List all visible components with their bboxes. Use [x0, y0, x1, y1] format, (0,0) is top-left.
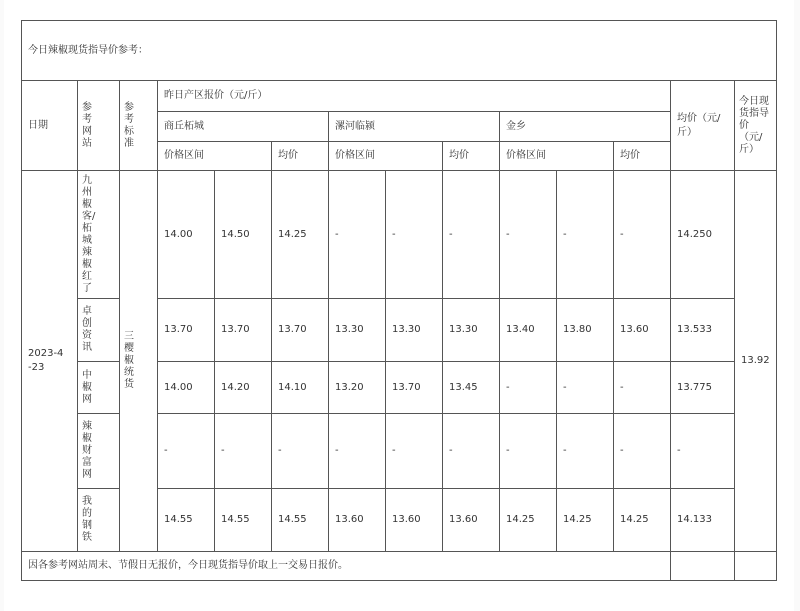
- price-range-header: 价格区间: [500, 142, 614, 171]
- value-cell: 14.25: [500, 489, 557, 552]
- region-3: 金乡: [500, 112, 671, 142]
- avg-cell: -: [671, 414, 735, 489]
- table-row: [22, 171, 777, 299]
- value-cell: 13.45: [443, 362, 500, 414]
- value-cell: 14.25: [614, 489, 671, 552]
- value-cell: 13.60: [329, 489, 386, 552]
- price-range-header: 价格区间: [329, 142, 443, 171]
- value-cell: -: [329, 171, 386, 299]
- title-row: [22, 21, 777, 81]
- header-site: 参考网站: [78, 81, 120, 171]
- avg-header: 均价: [272, 142, 329, 171]
- date-cell: 2023-4-23: [22, 171, 78, 552]
- site-cell: 中椒网: [78, 362, 120, 414]
- value-cell: -: [557, 171, 614, 299]
- empty-cell: [735, 552, 777, 581]
- value-cell: -: [500, 362, 557, 414]
- value-cell: 14.55: [215, 489, 272, 552]
- price-range-header: 价格区间: [158, 142, 272, 171]
- value-cell: 13.70: [386, 362, 443, 414]
- table-title: 今日辣椒现货指导价参考：: [22, 21, 777, 81]
- site-cell: 辣椒财富网: [78, 414, 120, 489]
- value-cell: 14.50: [215, 171, 272, 299]
- value-cell: -: [158, 414, 215, 489]
- header-date: 日期: [22, 81, 78, 171]
- value-cell: 13.30: [386, 299, 443, 362]
- avg-cell: 13.775: [671, 362, 735, 414]
- value-cell: 13.30: [329, 299, 386, 362]
- value-cell: -: [272, 414, 329, 489]
- value-cell: -: [329, 414, 386, 489]
- value-cell: 14.10: [272, 362, 329, 414]
- value-cell: -: [386, 171, 443, 299]
- avg-cell: 14.250: [671, 171, 735, 299]
- value-cell: 13.40: [500, 299, 557, 362]
- site-cell: 我的钢铁: [78, 489, 120, 552]
- value-cell: -: [386, 414, 443, 489]
- value-cell: 13.70: [272, 299, 329, 362]
- value-cell: -: [500, 414, 557, 489]
- value-cell: 13.60: [614, 299, 671, 362]
- value-cell: -: [443, 414, 500, 489]
- header-avg-unit: 均价（元/斤）: [671, 81, 735, 171]
- value-cell: -: [557, 414, 614, 489]
- value-cell: 14.00: [158, 362, 215, 414]
- value-cell: 13.60: [443, 489, 500, 552]
- avg-cell: 14.133: [671, 489, 735, 552]
- value-cell: 13.80: [557, 299, 614, 362]
- empty-cell: [671, 552, 735, 581]
- header-yesterday-group: 昨日产区报价（元/斤）: [158, 81, 671, 112]
- value-cell: -: [500, 171, 557, 299]
- value-cell: -: [614, 362, 671, 414]
- avg-header: 均价: [443, 142, 500, 171]
- value-cell: 14.55: [272, 489, 329, 552]
- price-table: [21, 20, 777, 581]
- header-standard: 参考标准: [120, 81, 158, 171]
- region-1: 商丘柘城: [158, 112, 329, 142]
- value-cell: -: [614, 414, 671, 489]
- value-cell: 14.25: [557, 489, 614, 552]
- value-cell: 14.25: [272, 171, 329, 299]
- value-cell: 13.70: [215, 299, 272, 362]
- region-2: 漯河临颍: [329, 112, 500, 142]
- value-cell: 13.70: [158, 299, 215, 362]
- header-today: 今日现货指导价（元/斤）: [735, 81, 777, 171]
- value-cell: 13.20: [329, 362, 386, 414]
- value-cell: 14.00: [158, 171, 215, 299]
- value-cell: -: [443, 171, 500, 299]
- value-cell: 14.55: [158, 489, 215, 552]
- avg-header: 均价: [614, 142, 671, 171]
- value-cell: -: [557, 362, 614, 414]
- footnote-row: [22, 552, 777, 581]
- value-cell: 13.60: [386, 489, 443, 552]
- header-row-1: [22, 81, 777, 112]
- standard-cell: 三樱椒统货: [120, 171, 158, 552]
- today-price-cell: 13.92: [735, 171, 777, 552]
- value-cell: 13.30: [443, 299, 500, 362]
- footnote: 因各参考网站周末、节假日无报价，今日现货指导价取上一交易日报价。: [22, 552, 671, 581]
- value-cell: 14.20: [215, 362, 272, 414]
- site-cell: 卓创资讯: [78, 299, 120, 362]
- site-cell: 九州椒客/柘城辣椒红了: [78, 171, 120, 299]
- value-cell: -: [614, 171, 671, 299]
- document-frame: [4, 0, 794, 611]
- value-cell: -: [215, 414, 272, 489]
- avg-cell: 13.533: [671, 299, 735, 362]
